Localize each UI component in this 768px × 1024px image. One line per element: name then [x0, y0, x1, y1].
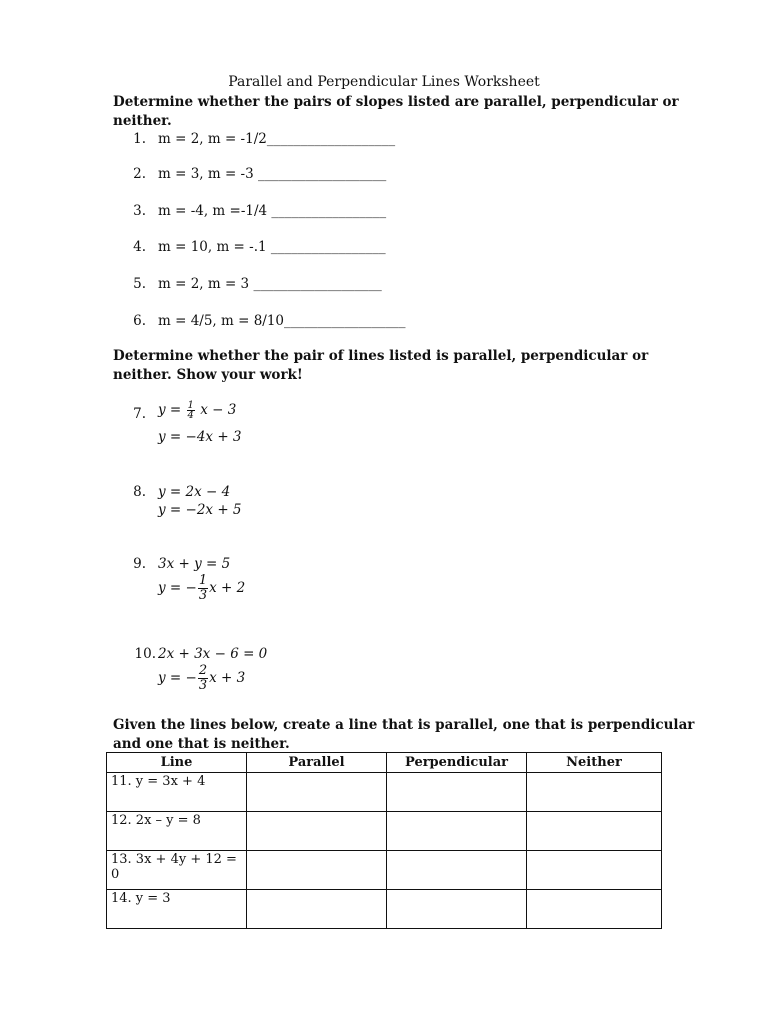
equation-part: x + 2 — [209, 580, 246, 596]
fraction — [187, 401, 195, 420]
equation-part: y = − — [158, 580, 197, 596]
item-number: 6. — [133, 313, 146, 329]
numerator: 1 — [198, 573, 208, 588]
table-row — [107, 890, 662, 929]
header-perpendicular: Perpendicular — [387, 753, 527, 773]
header-parallel: Parallel — [247, 753, 387, 773]
item-text: m = 3, m = -3 ___________________ — [158, 166, 387, 182]
item-number: 8. — [133, 484, 146, 500]
equation-part: y = − — [158, 670, 197, 686]
page-title: Parallel and Perpendicular Lines Worksheet — [228, 74, 540, 90]
section3-instructions — [113, 716, 694, 754]
equation-part: y = — [158, 402, 182, 418]
lines-table — [106, 752, 662, 929]
section3-instructions-line2: and one that is neither. — [113, 736, 290, 752]
line-cell: 14. y = 3 — [107, 890, 247, 929]
neither-answer-cell[interactable] — [527, 812, 662, 851]
parallel-answer-cell[interactable] — [247, 890, 387, 929]
item-number: 1. — [133, 131, 146, 147]
item-number: 2. — [133, 166, 146, 182]
section2-instructions-line2: neither. Show your work! — [113, 367, 303, 383]
item-text: m = 10, m = -.1 _________________ — [158, 239, 386, 255]
denominator: 3 — [198, 588, 208, 603]
section1-instructions — [113, 93, 679, 131]
line-cell: 11. y = 3x + 4 — [107, 773, 247, 812]
item-number: 4. — [133, 239, 146, 255]
item-number: 10. — [134, 646, 156, 662]
numerator: 1 — [187, 400, 194, 411]
equation-line1 — [158, 401, 236, 420]
item-number: 5. — [133, 276, 146, 292]
equation-line2 — [158, 664, 245, 693]
table-header-row — [107, 753, 662, 773]
fraction — [198, 664, 208, 693]
section3-instructions-line1: Given the lines below, create a line that is parallel, one that is perpendicular — [113, 717, 695, 733]
perpendicular-answer-cell[interactable] — [387, 773, 527, 812]
section1-instructions-line1: Determine whether the pairs of slopes listed are parallel, perpendicular or — [113, 94, 679, 110]
equation-line2: y = −4x + 3 — [158, 429, 242, 445]
equation-line1: 2x + 3x − 6 = 0 — [158, 646, 268, 662]
perpendicular-answer-cell[interactable] — [387, 851, 527, 890]
denominator: 4 — [187, 410, 194, 421]
line-cell: 12. 2x – y = 8 — [107, 812, 247, 851]
parallel-answer-cell[interactable] — [247, 812, 387, 851]
neither-answer-cell[interactable] — [527, 851, 662, 890]
equation-part: x + 3 — [209, 670, 246, 686]
perpendicular-answer-cell[interactable] — [387, 812, 527, 851]
line-cell: 13. 3x + 4y + 12 = 0 — [107, 851, 247, 890]
table-row — [107, 773, 662, 812]
item-number: 9. — [133, 556, 146, 572]
denominator: 3 — [198, 678, 208, 693]
section2-instructions-line1: Determine whether the pair of lines listed is parallel, perpendicular or — [113, 348, 649, 364]
equation-line1: y = 2x − 4 — [158, 484, 231, 500]
item-number: 3. — [133, 203, 146, 219]
item-text: m = -4, m =-1/4 _________________ — [158, 203, 387, 219]
equation-line1: 3x + y = 5 — [158, 556, 231, 572]
perpendicular-answer-cell[interactable] — [387, 890, 527, 929]
equation-line2: y = −2x + 5 — [158, 502, 242, 518]
header-neither: Neither — [527, 753, 662, 773]
table-row — [107, 851, 662, 890]
parallel-answer-cell[interactable] — [247, 851, 387, 890]
item-text: m = 2, m = 3 ___________________ — [158, 276, 382, 292]
item-text: m = 4/5, m = 8/10__________________ — [158, 313, 406, 329]
numerator: 2 — [198, 663, 208, 678]
item-text: m = 2, m = -1/2___________________ — [158, 131, 396, 147]
neither-answer-cell[interactable] — [527, 890, 662, 929]
parallel-answer-cell[interactable] — [247, 773, 387, 812]
table-row — [107, 812, 662, 851]
neither-answer-cell[interactable] — [527, 773, 662, 812]
equation-line2 — [158, 574, 245, 603]
item-number: 7. — [133, 406, 146, 422]
equation-part: x − 3 — [200, 402, 237, 418]
section2-instructions — [113, 347, 648, 385]
section1-instructions-line2: neither. — [113, 113, 172, 129]
fraction — [198, 574, 208, 603]
header-line: Line — [107, 753, 247, 773]
